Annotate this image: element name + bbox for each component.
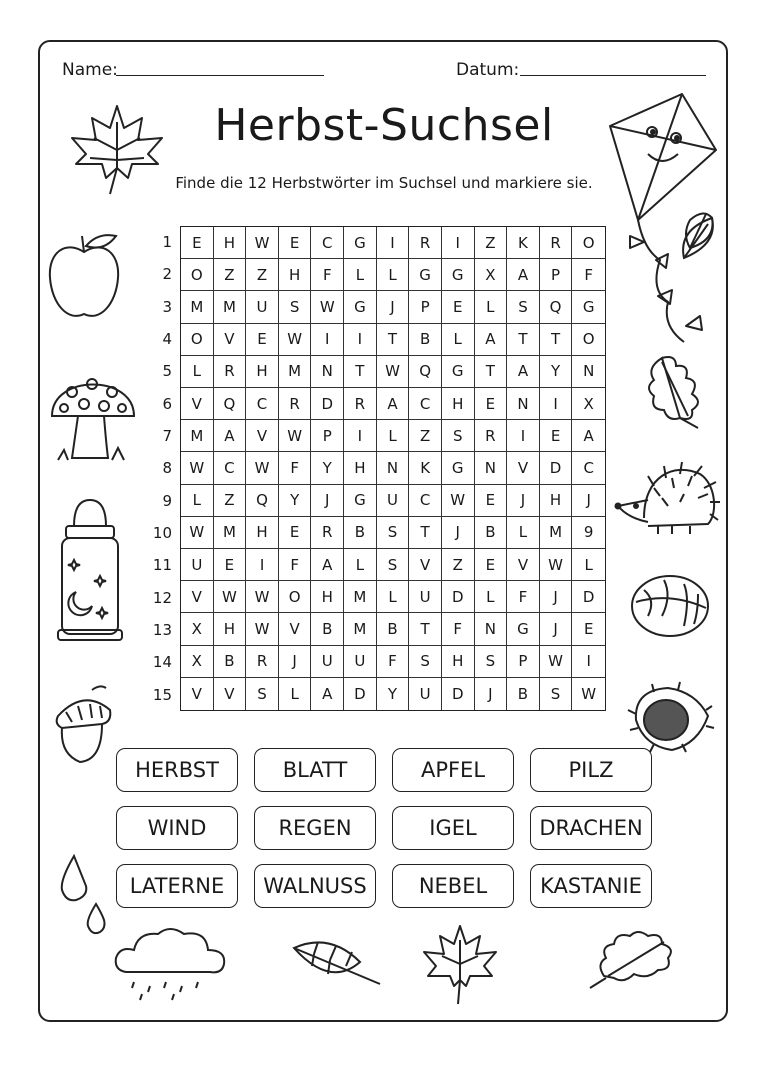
grid-cell[interactable]: B <box>311 613 344 645</box>
lantern-icon <box>52 496 128 644</box>
grid-cell[interactable]: F <box>279 549 312 581</box>
grid-cell[interactable]: V <box>214 324 247 356</box>
grid-cell[interactable]: U <box>181 549 214 581</box>
grid-cell[interactable]: C <box>311 227 344 259</box>
grid-cell[interactable]: G <box>344 227 377 259</box>
word-box: REGEN <box>254 806 376 850</box>
grid-cell[interactable]: L <box>344 549 377 581</box>
grid-cell[interactable]: O <box>279 581 312 613</box>
grid-cell[interactable]: U <box>311 646 344 678</box>
grid-cell[interactable]: P <box>540 259 573 291</box>
grid-cell[interactable]: E <box>475 388 508 420</box>
grid-cell[interactable]: S <box>377 517 410 549</box>
grid-cell[interactable]: H <box>214 227 247 259</box>
grid-cell[interactable]: L <box>279 678 312 710</box>
word-list <box>116 748 656 908</box>
grid-cell[interactable]: A <box>572 420 605 452</box>
grid-cell[interactable]: I <box>311 324 344 356</box>
grid-cell[interactable]: N <box>475 452 508 484</box>
grid-cell[interactable]: H <box>246 356 279 388</box>
row-number: 14 <box>152 653 172 672</box>
grid-cell[interactable]: S <box>475 646 508 678</box>
grid-cell[interactable]: M <box>214 517 247 549</box>
apple-icon <box>46 230 122 324</box>
grid-cell[interactable]: C <box>214 452 247 484</box>
grid-cell[interactable]: V <box>181 581 214 613</box>
grid-cell[interactable]: R <box>540 227 573 259</box>
grid-cell[interactable]: B <box>475 517 508 549</box>
grid-cell[interactable]: O <box>572 227 605 259</box>
grid-cell[interactable]: W <box>377 356 410 388</box>
raindrop-icon <box>56 852 112 940</box>
grid-cell[interactable]: W <box>311 291 344 323</box>
grid-cell[interactable]: U <box>409 581 442 613</box>
grid-cell[interactable]: F <box>377 646 410 678</box>
row-number: 8 <box>162 459 172 478</box>
grid-cell[interactable]: R <box>246 646 279 678</box>
grid-cell[interactable]: S <box>442 420 475 452</box>
page-title: Herbst-Suchsel <box>214 100 554 151</box>
row-number: 10 <box>152 523 172 542</box>
grid-cell[interactable]: Y <box>279 485 312 517</box>
grid-cell[interactable]: L <box>442 324 475 356</box>
grid-cell[interactable]: G <box>572 291 605 323</box>
grid-cell[interactable]: I <box>540 388 573 420</box>
grid-cell[interactable]: A <box>507 259 540 291</box>
word-box: APFEL <box>392 748 514 792</box>
grid-cell[interactable]: L <box>181 356 214 388</box>
grid-cell[interactable]: L <box>572 549 605 581</box>
grid-cell[interactable]: V <box>409 549 442 581</box>
grid-cell[interactable]: A <box>507 356 540 388</box>
grid-cell[interactable]: R <box>279 388 312 420</box>
grid-cell[interactable]: F <box>442 613 475 645</box>
row-number: 3 <box>162 297 172 316</box>
grid-cell[interactable]: A <box>311 549 344 581</box>
grid-cell[interactable]: B <box>507 678 540 710</box>
grid-cell[interactable]: B <box>409 324 442 356</box>
grid-cell[interactable]: Z <box>409 420 442 452</box>
grid-cell[interactable]: V <box>181 388 214 420</box>
word-box: LATERNE <box>116 864 238 908</box>
grid-cell[interactable]: T <box>344 356 377 388</box>
grid-cell[interactable]: Z <box>214 485 247 517</box>
grid-cell[interactable]: L <box>507 517 540 549</box>
grid-cell[interactable]: P <box>409 291 442 323</box>
grid-cell[interactable]: H <box>214 613 247 645</box>
grid-cell[interactable]: S <box>507 291 540 323</box>
grid-cell[interactable]: W <box>279 324 312 356</box>
word-box: IGEL <box>392 806 514 850</box>
grid-cell[interactable]: W <box>246 581 279 613</box>
grid-cell[interactable]: J <box>475 678 508 710</box>
grid-cell[interactable]: I <box>377 227 410 259</box>
instruction-text: Finde die 12 Herbstwörter im Suchsel und markiere sie. <box>175 174 593 192</box>
word-box: WIND <box>116 806 238 850</box>
row-number: 6 <box>162 394 172 413</box>
maple-leaf-icon <box>62 98 172 198</box>
grid-cell[interactable]: R <box>214 356 247 388</box>
grid-cell[interactable]: J <box>311 485 344 517</box>
grid-cell[interactable]: S <box>540 678 573 710</box>
grid-cell[interactable]: Y <box>311 452 344 484</box>
grid-cell[interactable]: O <box>572 324 605 356</box>
grid-cell[interactable]: B <box>344 517 377 549</box>
grid-cell[interactable]: U <box>344 646 377 678</box>
grid-cell[interactable]: Z <box>246 259 279 291</box>
grid-cell[interactable]: U <box>377 485 410 517</box>
grid-cell[interactable]: F <box>507 581 540 613</box>
word-search-grid[interactable] <box>180 226 606 711</box>
grid-cell[interactable]: I <box>344 324 377 356</box>
grid-cell[interactable]: V <box>246 420 279 452</box>
name-line[interactable] <box>116 75 324 76</box>
grid-cell[interactable]: M <box>181 291 214 323</box>
grid-cell[interactable]: G <box>409 259 442 291</box>
grid-cell[interactable]: M <box>279 356 312 388</box>
grid-cell[interactable]: W <box>581 684 597 703</box>
word-box: PILZ <box>530 748 652 792</box>
grid-cell[interactable]: S <box>246 678 279 710</box>
grid-cell[interactable]: H <box>344 452 377 484</box>
oak-leaf-icon <box>642 352 706 430</box>
row-number: 7 <box>162 426 172 445</box>
grid-cell[interactable]: H <box>311 581 344 613</box>
grid-cell[interactable]: E <box>279 517 312 549</box>
grid-cell[interactable]: I <box>246 549 279 581</box>
grid-cell[interactable]: S <box>409 646 442 678</box>
grid-cell[interactable]: E <box>214 549 247 581</box>
word-box: WALNUSS <box>254 864 376 908</box>
grid-cell[interactable]: M <box>181 420 214 452</box>
grid-cell[interactable]: F <box>572 259 605 291</box>
grid-cell[interactable]: W <box>214 581 247 613</box>
grid-cell[interactable]: V <box>279 613 312 645</box>
grid-cell[interactable]: H <box>442 646 475 678</box>
grid-cell[interactable]: E <box>572 613 605 645</box>
leaf-icon <box>678 214 718 264</box>
grid-cell[interactable]: D <box>442 678 475 710</box>
grid-cell[interactable]: J <box>540 581 573 613</box>
grid-cell[interactable]: W <box>181 517 214 549</box>
grid-cell[interactable]: K <box>507 227 540 259</box>
grid-cell[interactable]: P <box>311 420 344 452</box>
grid-cell[interactable]: K <box>409 452 442 484</box>
hedgehog-icon <box>614 456 720 540</box>
grid-cell[interactable]: G <box>344 291 377 323</box>
grid-cell[interactable]: V <box>507 452 540 484</box>
grid-cell[interactable]: B <box>377 613 410 645</box>
grid-cell[interactable]: D <box>572 581 605 613</box>
grid-cell[interactable]: V <box>214 678 247 710</box>
grid-cell[interactable]: E <box>181 227 214 259</box>
grid-cell[interactable]: N <box>572 356 605 388</box>
grid-cell[interactable]: W <box>181 452 214 484</box>
grid-cell[interactable]: R <box>311 517 344 549</box>
word-box: DRACHEN <box>530 806 652 850</box>
row-number: 9 <box>162 491 172 510</box>
grid-cell[interactable]: D <box>344 678 377 710</box>
grid-cell[interactable]: C <box>409 485 442 517</box>
word-box: BLATT <box>254 748 376 792</box>
grid-cell[interactable]: U <box>409 678 442 710</box>
grid-cell[interactable]: G <box>442 452 475 484</box>
word-box: HERBST <box>116 748 238 792</box>
grid-cell[interactable]: J <box>377 291 410 323</box>
acorn-icon <box>50 682 118 766</box>
grid-cell[interactable]: M <box>540 517 573 549</box>
row-number: 13 <box>152 620 172 639</box>
grid-cell[interactable]: G <box>442 259 475 291</box>
grid-cell[interactable]: I <box>572 646 605 678</box>
rain-cloud-icon <box>112 924 230 1002</box>
grid-cell[interactable]: Z <box>475 227 508 259</box>
name-label: Name: <box>62 60 118 80</box>
grid-cell[interactable]: N <box>311 356 344 388</box>
grid-cell[interactable]: J <box>540 613 573 645</box>
chestnut-icon <box>626 680 718 756</box>
row-number: 11 <box>152 556 172 575</box>
grid-cell[interactable]: W <box>442 485 475 517</box>
grid-cell[interactable]: W <box>246 452 279 484</box>
grid-cell[interactable]: T <box>377 324 410 356</box>
grid-cell[interactable]: C <box>246 388 279 420</box>
grid-cell[interactable]: N <box>475 613 508 645</box>
grid-cell[interactable]: E <box>475 549 508 581</box>
grid-cell[interactable]: T <box>540 324 573 356</box>
grid-cell[interactable]: H <box>540 485 573 517</box>
grid-cell[interactable]: H <box>279 259 312 291</box>
word-box: KASTANIE <box>530 864 652 908</box>
grid-cell[interactable]: Z <box>214 259 247 291</box>
grid-cell[interactable]: Q <box>540 291 573 323</box>
date-line[interactable] <box>520 75 706 76</box>
grid-cell[interactable]: W <box>246 613 279 645</box>
grid-cell[interactable]: D <box>540 452 573 484</box>
grid-cell[interactable]: H <box>442 388 475 420</box>
date-label: Datum: <box>456 60 520 80</box>
grid-cell[interactable]: C <box>409 388 442 420</box>
grid-cell[interactable]: A <box>475 324 508 356</box>
row-number: 2 <box>162 265 172 284</box>
grid-cell[interactable]: X <box>181 646 214 678</box>
mushroom-icon <box>48 364 138 464</box>
grid-cell[interactable]: J <box>442 517 475 549</box>
grid-cell[interactable]: F <box>311 259 344 291</box>
grid-cell[interactable]: I <box>344 420 377 452</box>
grid-cell[interactable]: M <box>344 581 377 613</box>
row-number: 12 <box>152 588 172 607</box>
grid-cell[interactable]: T <box>409 517 442 549</box>
grid-cell[interactable]: D <box>311 388 344 420</box>
grid-cell[interactable]: L <box>377 420 410 452</box>
grid-cell[interactable]: L <box>377 581 410 613</box>
grid-cell[interactable]: U <box>246 291 279 323</box>
grid-cell[interactable]: W <box>540 549 573 581</box>
grid-cell[interactable]: V <box>181 678 214 710</box>
grid-cell[interactable]: 9 <box>572 517 605 549</box>
grid-cell[interactable]: L <box>181 485 214 517</box>
grid-cell[interactable]: L <box>475 291 508 323</box>
maple-leaf-icon <box>420 922 500 1006</box>
grid-cell[interactable]: G <box>507 613 540 645</box>
grid-cell[interactable]: E <box>540 420 573 452</box>
grid-cell[interactable]: S <box>279 291 312 323</box>
grid-cell[interactable]: M <box>344 613 377 645</box>
grid-cell[interactable]: E <box>442 291 475 323</box>
grid-cell[interactable]: A <box>377 388 410 420</box>
grid-cell[interactable]: G <box>344 485 377 517</box>
grid-cell[interactable]: I <box>507 420 540 452</box>
grid-cell[interactable]: W <box>279 420 312 452</box>
grid-cell[interactable]: J <box>572 485 605 517</box>
grid-cell[interactable]: Y <box>377 678 410 710</box>
grid-cell[interactable]: O <box>181 324 214 356</box>
grid-cell[interactable]: E <box>246 324 279 356</box>
grid-cell[interactable]: R <box>475 420 508 452</box>
grid-cell[interactable]: F <box>279 452 312 484</box>
grid-cell[interactable]: W <box>540 646 573 678</box>
grid-cell[interactable]: O <box>181 259 214 291</box>
row-numbers <box>146 226 180 711</box>
word-box: NEBEL <box>392 864 514 908</box>
grid-cell[interactable]: G <box>442 356 475 388</box>
grid-cell[interactable]: Q <box>214 388 247 420</box>
grid-cell[interactable]: A <box>214 420 247 452</box>
grid-cell[interactable]: E <box>475 485 508 517</box>
grid-cell[interactable]: L <box>475 581 508 613</box>
grid-cell[interactable]: Q <box>409 356 442 388</box>
grid-cell[interactable]: L <box>344 259 377 291</box>
grid-cell[interactable]: T <box>507 324 540 356</box>
walnut-icon <box>628 572 712 640</box>
grid-cell[interactable]: V <box>507 549 540 581</box>
grid-cell[interactable]: T <box>409 613 442 645</box>
grid-cell[interactable]: Z <box>442 549 475 581</box>
grid-cell[interactable]: C <box>572 452 605 484</box>
grid-cell[interactable]: R <box>409 227 442 259</box>
grid-cell[interactable]: Q <box>246 485 279 517</box>
grid-cell[interactable]: T <box>475 356 508 388</box>
row-number: 5 <box>162 362 172 381</box>
grid-cell[interactable]: M <box>214 291 247 323</box>
grid-cell[interactable]: J <box>279 646 312 678</box>
grid-cell[interactable]: R <box>344 388 377 420</box>
grid-cell[interactable]: Y <box>540 356 573 388</box>
grid-cell[interactable]: H <box>246 517 279 549</box>
grid-cell[interactable]: N <box>507 388 540 420</box>
grid-cell[interactable]: S <box>377 549 410 581</box>
grid-cell[interactable]: E <box>279 227 312 259</box>
grid-cell[interactable]: J <box>507 485 540 517</box>
grid-cell[interactable]: W <box>246 227 279 259</box>
row-number: 4 <box>162 329 172 348</box>
grid-cell[interactable]: P <box>507 646 540 678</box>
grid-cell[interactable]: N <box>377 452 410 484</box>
row-number: 1 <box>162 233 172 251</box>
grid-cell[interactable]: A <box>311 678 344 710</box>
grid-cell[interactable]: B <box>214 646 247 678</box>
grid-cell[interactable]: D <box>442 581 475 613</box>
grid-cell[interactable]: X <box>572 388 605 420</box>
grid-cell[interactable]: L <box>377 259 410 291</box>
grid-cell[interactable]: I <box>442 227 475 259</box>
grid-cell[interactable]: X <box>475 259 508 291</box>
grid-cell[interactable]: X <box>181 613 214 645</box>
leaf-icon <box>290 932 382 988</box>
oak-leaf-icon <box>586 928 686 992</box>
row-number: 15 <box>152 685 172 704</box>
